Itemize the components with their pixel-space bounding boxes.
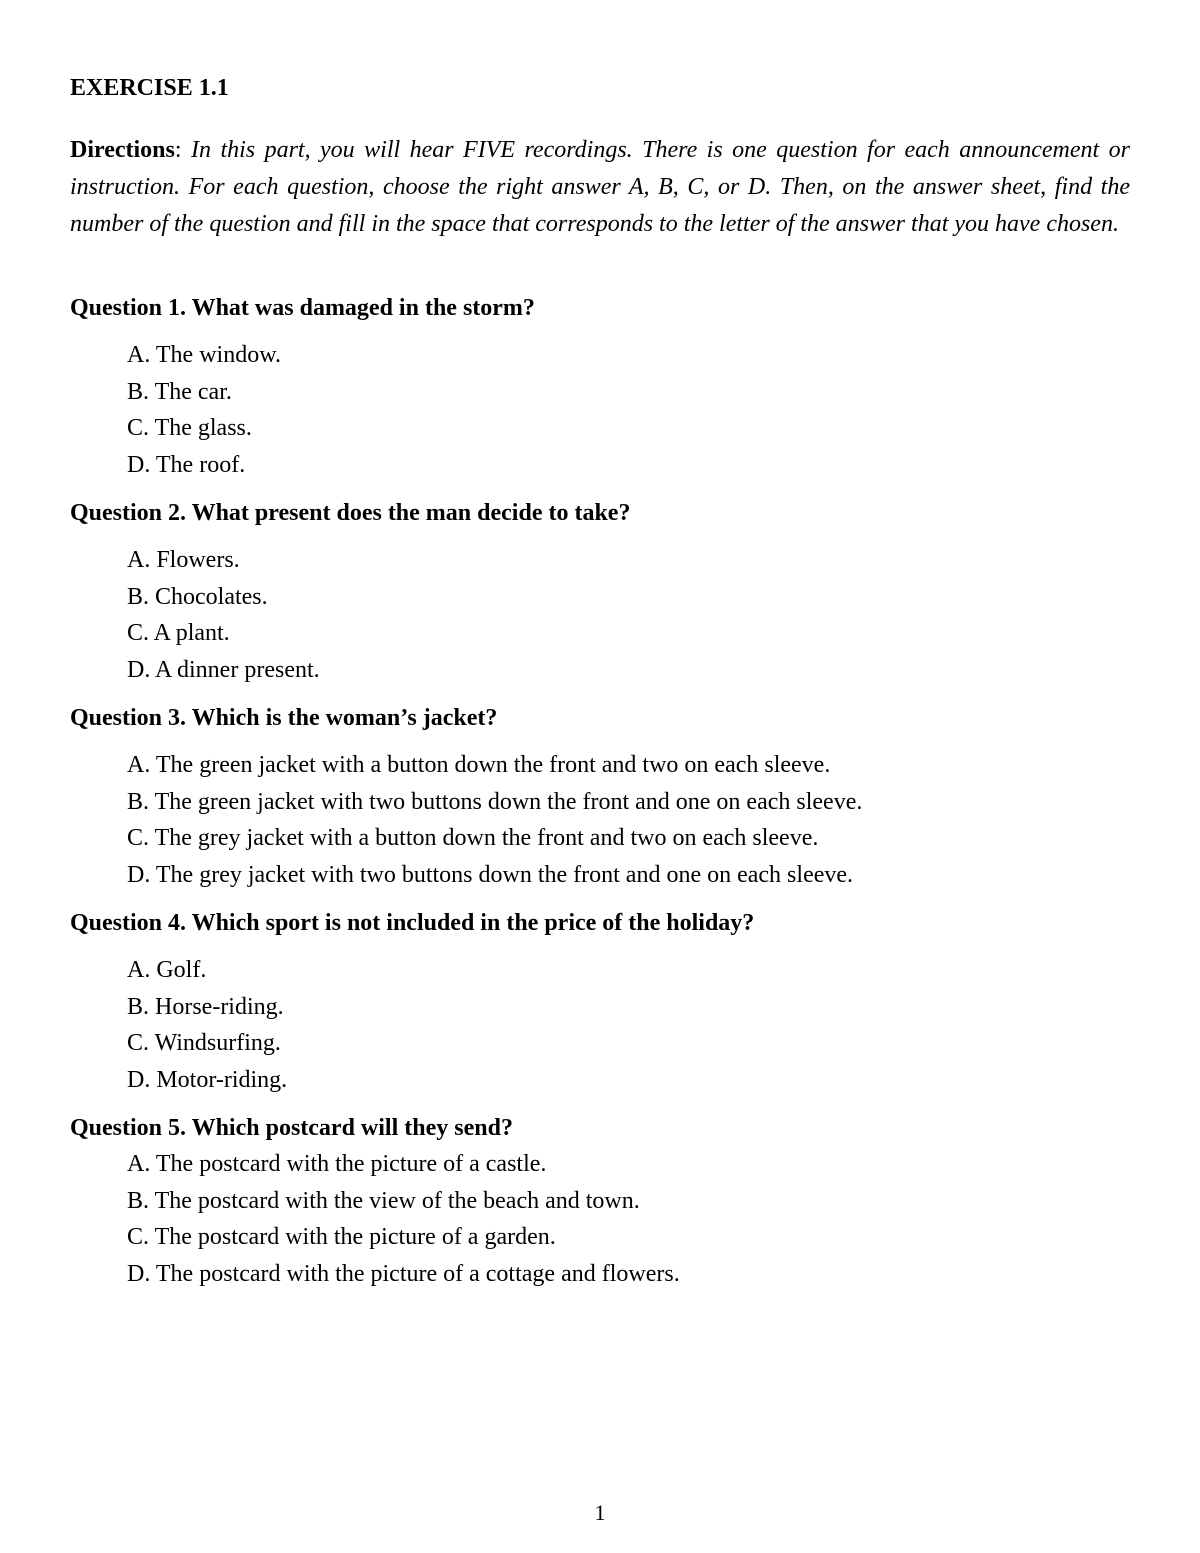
page-number: 1: [594, 1500, 606, 1525]
directions-text: In this part, you will hear FIVE recordings. There is one question for each announcement or instruction. For each question, choose the right answer A, B, C, or D. Then, on the answer sheet, find the number of the question and fill in the space that corresponds to the letter of the answer that you have chosen.: [70, 137, 1130, 237]
question-1: [70, 290, 1130, 483]
question-5: [70, 1110, 1130, 1292]
question-4-option-d: D. Motor-riding.: [127, 1066, 288, 1093]
question-4-option-c: C. Windsurfing.: [127, 1030, 281, 1056]
question-3-text: Question 3. Which is the woman’s jacket?: [70, 705, 498, 731]
question-1-option-b: B. The car.: [127, 378, 232, 405]
question-2-option-a: A. Flowers.: [127, 547, 240, 573]
question-2: [70, 495, 1130, 688]
question-2-options: [70, 542, 1130, 688]
directions-colon: :: [174, 137, 182, 163]
question-4-option-b: B. Horse-riding.: [127, 993, 284, 1020]
question-5-options: [70, 1146, 1130, 1292]
question-5-option-d: D. The postcard with the picture of a cottage and flowers.: [127, 1260, 680, 1287]
question-2-text: Question 2. What present does the man decide to take?: [70, 500, 631, 526]
question-5-text: Question 5. Which postcard will they send?: [70, 1115, 513, 1141]
question-5-option-a: A. The postcard with the picture of a castle.: [127, 1151, 547, 1177]
question-3-options: [70, 747, 1130, 893]
question-3-option-b: B. The green jacket with two buttons down the front and one on each sleeve.: [127, 788, 863, 815]
question-2-option-b: B. Chocolates.: [127, 583, 268, 610]
question-4: [70, 905, 1130, 1098]
question-3-option-c: C. The grey jacket with a button down the front and two on each sleeve.: [127, 825, 819, 851]
question-3-option-a: A. The green jacket with a button down the front and two on each sleeve.: [127, 752, 831, 778]
question-1-option-a: A. The window.: [127, 342, 281, 368]
question-1-options: [70, 337, 1130, 483]
question-1-option-d: D. The roof.: [127, 451, 246, 478]
question-3: [70, 700, 1130, 893]
directions-label: Directions: [70, 137, 175, 163]
question-4-text: Question 4. Which sport is not included in the price of the holiday?: [70, 910, 755, 936]
question-4-options: [70, 952, 1130, 1098]
question-4-option-a: A. Golf.: [127, 957, 207, 983]
question-5-option-c: C. The postcard with the picture of a garden.: [127, 1224, 556, 1250]
question-1-text: Question 1. What was damaged in the storm?: [70, 295, 535, 321]
question-3-option-d: D. The grey jacket with two buttons down the front and one on each sleeve.: [127, 861, 854, 888]
question-5-option-b: B. The postcard with the view of the beach and town.: [127, 1187, 640, 1214]
exercise-title: EXERCISE 1.1: [70, 75, 229, 101]
question-2-option-c: C. A plant.: [127, 620, 230, 646]
question-2-option-d: D. A dinner present.: [127, 656, 320, 683]
directions-paragraph: [70, 132, 1130, 243]
question-1-option-c: C. The glass.: [127, 415, 252, 441]
